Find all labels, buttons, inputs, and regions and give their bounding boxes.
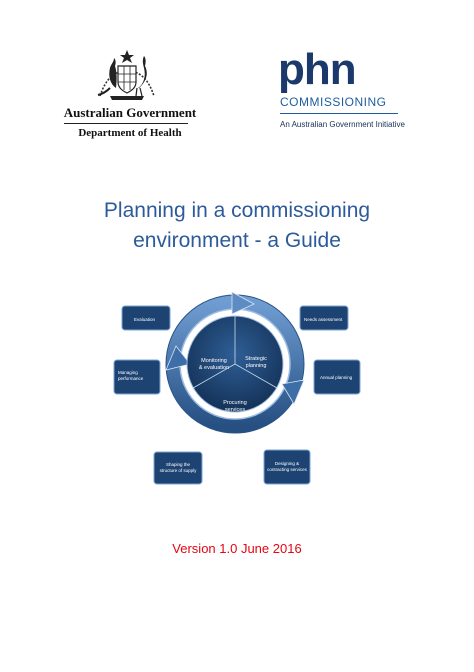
title-line-2: environment - a Guide [133, 229, 341, 252]
phn-tagline: An Australian Government Initiative [280, 120, 405, 129]
gov-divider [64, 123, 188, 124]
box-evaluation-label: Evaluation [134, 317, 156, 322]
phn-subtitle: COMMISSIONING [280, 95, 387, 109]
box-evaluation [122, 306, 170, 330]
box-managing-label: Managing [118, 370, 138, 375]
gov-department: Department of Health [78, 127, 182, 139]
box-shaping-supply [154, 452, 202, 484]
box-annual-planning [314, 360, 360, 394]
box-annual-planning-label: Annual planning [320, 375, 353, 380]
document-title [0, 196, 474, 256]
box-needs-assessment-label: Needs assessment [304, 317, 343, 322]
version-label: Version 1.0 June 2016 [172, 541, 302, 556]
box-designing-contracting [264, 450, 310, 484]
core-monitoring-label: Monitoring [201, 358, 227, 364]
core-planning-label: planning [245, 363, 267, 369]
box-shaping-line2: structure of supply [159, 468, 197, 473]
box-designing-line2: contracting services [267, 467, 307, 472]
box-shaping-line1: Shaping the [165, 462, 191, 467]
core-strategic-label: Strategic [245, 356, 267, 362]
phn-wordmark: phn [278, 45, 356, 94]
core-services-label: services [224, 407, 246, 413]
commissioning-cycle-diagram [108, 292, 368, 492]
core-procuring-label: Procuring [223, 400, 247, 406]
gov-name: Australian Government [63, 105, 197, 120]
box-designing-line1: Designing & [274, 461, 300, 466]
australian-government-logo [60, 48, 200, 139]
phn-divider [280, 113, 398, 114]
box-managing-performance [114, 360, 160, 394]
box-performance-label: performance [118, 376, 144, 381]
title-line-1: Planning in a commissioning [103, 199, 371, 222]
core-evaluation-label: & evaluation [198, 365, 230, 371]
box-needs-assessment [300, 306, 348, 330]
coat-of-arms-icon [92, 48, 162, 104]
